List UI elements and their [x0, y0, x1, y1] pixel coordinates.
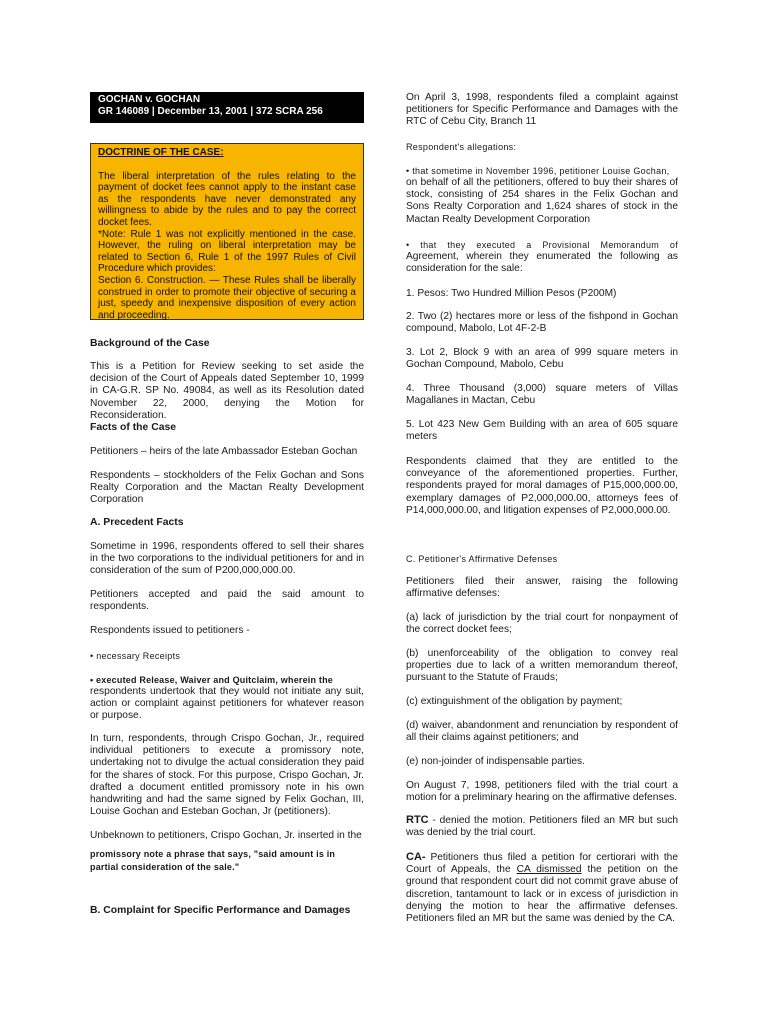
background-text: This is a Petition for Review seeking to set aside the decision of the Court of Appeals dated September 10, 1999 in CA-G.R. SP No. 49084, as well as its Resolution dated November 22, 2000, denying the Motion for Reconsideration.: [90, 361, 364, 421]
unbeknown-line: Unbeknown to petitioners, Crispo Gochan, Jr. inserted in the: [90, 830, 362, 841]
facts-heading: Facts of the Case: [90, 422, 177, 433]
allegation-1-text: on behalf of all the petitioners, offered to buy their shares of stock, consisting of 254 shares in the Felix Gochan and Sons Realty Corporation and 1,624 shares of stock in the Mactan Realty Development Corporation: [406, 177, 678, 225]
bullet-receipts: • necessary Receipts: [90, 651, 181, 661]
respondents-claim-text: Respondents claimed that they are entitled to the conveyance of the aforementioned properties. Further, respondents prayed for moral damages of P15,000,000.00, exemplary damages of P2,000,000.00, attorneys fees of P14,000,000.00, and litigation expenses of P2,000,000.00.: [406, 456, 678, 516]
consideration-item-2: 2. Two (2) hectares more or less of the fishpond in Gochan compound, Mabolo, Lot 4F-2-B: [406, 311, 678, 335]
bullet-release-text: respondents undertook that they would not initiate any suit, action or complaint against petitioners for whatever reason or purpose.: [90, 686, 364, 722]
promissory-note-paragraph: In turn, respondents, through Crispo Gochan, Jr., required individual petitioners to execute a promissory note, undertaking not to divulge the actual consideration they paid for the shares of stock. For this purpose, Crispo Gochan, Jr. drafted a document entitled promissory note in his own handwriting and had the same signed by Felix Gochan, III, Louise Gochan and Esteban Gochan, Jr (petitioners).: [90, 733, 364, 818]
allegation-2-text: Agreement, wherein they enumerated the following as consideration for the sale:: [406, 251, 678, 275]
answer-text: Petitioners filed their answer, raising the following affirmative defenses:: [406, 576, 678, 600]
complaint-heading: B. Complaint for Specific Performance and Damages: [90, 905, 351, 916]
defense-a: (a) lack of jurisdiction by the trial court for nonpayment of the correct docket fees;: [406, 612, 678, 636]
allegation-2-lead: • that they executed a Provisional Memorandum of: [406, 240, 678, 250]
defenses-heading: C. Petitioner's Affirmative Defenses: [406, 554, 558, 564]
consideration-item-3: 3. Lot 2, Block 9 with an area of 999 square meters in Gochan Compound, Mabolo, Cebu: [406, 347, 678, 371]
consideration-item-5: 5. Lot 423 New Gem Building with an area of 605 square meters: [406, 419, 678, 443]
doctrine-note: *Note: Rule 1 was not explicitly mentioned in the case. However, the ruling on liberal interpretation may be related to Section 6, Rule 1 of the 1997 Rules of Civil Procedure which provides:: [98, 228, 356, 275]
defense-d: (d) waiver, abandonment and renunciation by respondent of all their claims against petitioners; and: [406, 720, 678, 744]
consideration-item-1: 1. Pesos: Two Hundred Million Pesos (P200M): [406, 288, 617, 299]
defense-b: (b) unenforceability of the obligation to convey real properties due to lack of a written memorandum thereof, pursuant to the Statute of Frauds;: [406, 648, 678, 684]
ca-label: CA-: [406, 851, 426, 863]
rtc-text: - denied the motion. Petitioners filed an MR but such was denied by the trial court.: [406, 815, 678, 839]
defense-c: (c) extinguishment of the obligation by payment;: [406, 696, 623, 707]
allegation-1-lead: • that sometime in November 1996, petitioner Louise Gochan,: [406, 166, 670, 176]
precedent-paragraph-2: Petitioners accepted and paid the said amount to respondents.: [90, 589, 364, 613]
respondents-text: Respondents – stockholders of the Felix Gochan and Sons Realty Corporation and the Mactan Realty Development Corporation: [90, 470, 364, 506]
complaint-filed-text: On April 3, 1998, respondents filed a complaint against petitioners for Specific Performance and Damages with the RTC of Cebu City, Branch 11: [406, 92, 678, 128]
case-title: GOCHAN v. GOCHAN: [98, 94, 201, 105]
case-citation: GR 146089 | December 13, 2001 | 372 SCRA 256: [98, 106, 323, 117]
doctrine-box: [90, 143, 364, 320]
ca-text-2: the petition on the ground that respondent court did not commit grave abuse of discretion, tantamount to lack or in excess of jurisdiction in denying the motion to hear the affirmative defenses. Petitioners filed an MR but the same was denied by the CA.: [406, 864, 678, 925]
petitioners-text: Petitioners – heirs of the late Ambassador Esteban Gochan: [90, 446, 358, 457]
precedent-paragraph-3: Respondents issued to petitioners -: [90, 625, 250, 636]
background-heading: Background of the Case: [90, 338, 210, 349]
rtc-label: RTC: [406, 814, 429, 826]
ca-dismissed: CA dismissed: [516, 864, 582, 876]
rtc-paragraph: [406, 814, 678, 839]
bullet-release-lead: • executed Release, Waiver and Quitclaim, wherein the: [90, 675, 334, 685]
doctrine-paragraph: The liberal interpretation of the rules relating to the payment of docket fees cannot apply to the instant case as the respondents have never demonstrated any willingness to abide by the rules and to pay the correct docket fees.: [98, 170, 356, 228]
ca-text-1: Petitioners thus filed a petition for certiorari with the Court of Appeals, the: [406, 852, 678, 876]
doctrine-heading: DOCTRINE OF THE CASE:: [98, 147, 224, 158]
ca-paragraph: [406, 851, 678, 925]
doctrine-section: Section 6. Construction. — These Rules shall be liberally construed in order to promote their objective of securing a just, speedy and inexpensive disposition of every action and proceeding.: [98, 274, 356, 321]
august-motion-text: On August 7, 1998, petitioners filed with the trial court a motion for a preliminary hearing on the affirmative defenses.: [406, 780, 678, 804]
precedent-paragraph-1: Sometime in 1996, respondents offered to sell their shares in the two corporations to the individual petitioners for and in consideration of the sum of P200,000,000.00.: [90, 541, 364, 577]
precedent-heading: A. Precedent Facts: [90, 517, 184, 528]
allegations-heading: Respondent's allegations:: [406, 142, 517, 152]
unbeknown-phrase: promissory note a phrase that says, "said amount is in partial consideration of the sale.": [90, 849, 336, 873]
consideration-item-4: 4. Three Thousand (3,000) square meters of Villas Magallanes in Mactan, Cebu: [406, 383, 678, 407]
case-title-box: [90, 92, 364, 123]
defense-e: (e) non-joinder of indispensable parties.: [406, 756, 585, 767]
